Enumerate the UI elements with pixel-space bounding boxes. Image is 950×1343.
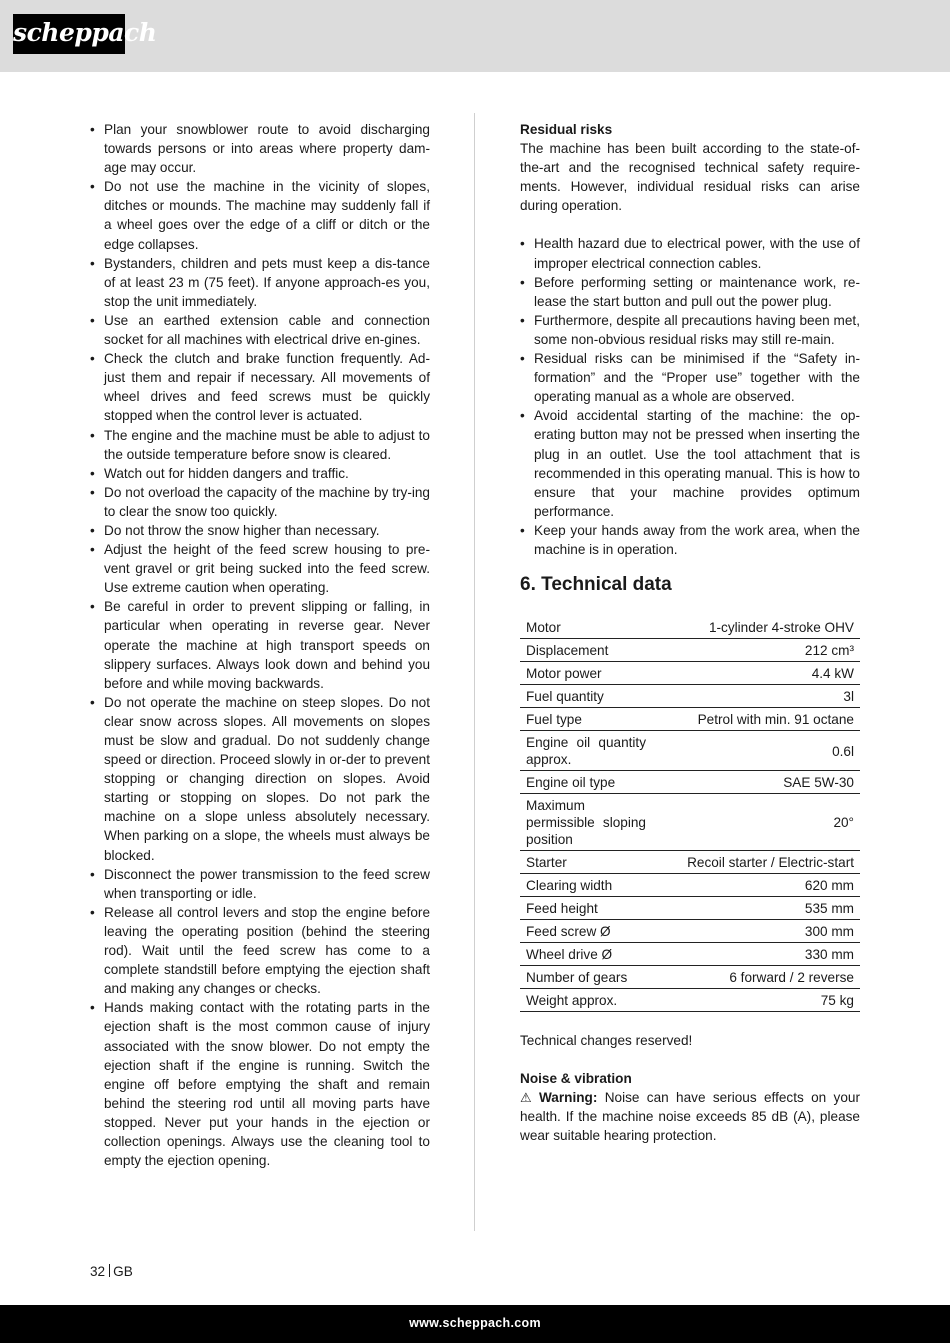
table-row	[520, 616, 860, 639]
residual-risk-item: • Residual risks can be minimised if the “Safety in-formation” and the “Proper use” together with the operating manual as a whole are observed.	[520, 349, 860, 406]
page-number	[90, 1264, 133, 1279]
table-row	[520, 851, 860, 874]
spec-value: 300 mm	[652, 920, 860, 943]
page-number-value: 32	[90, 1264, 106, 1279]
residual-risks-intro: The machine has been built according to the state-of-the-art and the recognised technical safety require-ments. However, individual residual risks can arise during operation.	[520, 141, 860, 214]
table-row	[520, 708, 860, 731]
spec-label: Number of gears	[520, 966, 652, 989]
noise-warning-text: Noise can have serious effects on your health. If the machine noise exceeds 85 dB (A), please wear suitable hearing protection.	[520, 1090, 860, 1144]
spec-label: Weight approx.	[520, 989, 652, 1012]
residual-risk-item: • Avoid accidental starting of the machine: the op-erating button may not be pressed when inserting the plug in an outlet. Use the tool attachment that is recommended in this operating manual. This is how to ensure that your machine provides optimum performance.	[520, 406, 860, 521]
spec-value: 212 cm³	[652, 639, 860, 662]
safety-bullet-item: • Hands making contact with the rotating parts in the ejection shaft is the most common cause of injury associated with the snow blower. Do not empty the ejection shaft if the engine is running. Switch the engine off before emptying the shaft and remain behind the steering rod until all moving parts have stopped. Never put your hands in the ejection or collection openings. Always use the cleaning tool to empty the ejection opening.	[90, 998, 430, 1170]
safety-bullet-item: • The engine and the machine must be able to adjust to the outside temperature before snow is cleared.	[90, 426, 430, 464]
safety-bullet-item: • Bystanders, children and pets must keep a dis-tance of at least 23 m (75 feet). If anyone approach-es you, stop the unit immediately.	[90, 254, 430, 311]
residual-risk-item: • Health hazard due to electrical power, with the use of improper electrical connection cables.	[520, 234, 860, 272]
table-row	[520, 920, 860, 943]
safety-bullet-item: • Watch out for hidden dangers and traffic.	[90, 464, 430, 483]
technical-data-table	[520, 616, 860, 1012]
spec-value: 20°	[652, 794, 860, 851]
warning-label: Warning:	[538, 1090, 598, 1106]
website-link[interactable]: www.scheppach.com	[409, 1316, 541, 1330]
spec-label: Wheel drive Ø	[520, 943, 652, 966]
brand-logo: scheppach	[13, 14, 125, 54]
spec-label: Feed height	[520, 897, 652, 920]
spec-label: Fuel type	[520, 708, 652, 731]
spec-label: Fuel quantity	[520, 685, 652, 708]
left-column	[90, 120, 430, 1170]
residual-risks-list	[520, 234, 860, 559]
residual-risk-item: • Furthermore, despite all precautions having been met, some non-obvious residual risks may still re-main.	[520, 311, 860, 349]
spec-value: 535 mm	[652, 897, 860, 920]
spec-value: 1-cylinder 4-stroke OHV	[652, 616, 860, 639]
table-row	[520, 897, 860, 920]
spec-value: 4.4 kW	[652, 662, 860, 685]
table-row	[520, 966, 860, 989]
table-row	[520, 685, 860, 708]
residual-risk-item: • Before performing setting or maintenance work, re-lease the start button and pull out the power plug.	[520, 273, 860, 311]
table-row	[520, 639, 860, 662]
column-divider	[474, 113, 475, 1231]
safety-bullet-item: • Do not overload the capacity of the machine by try-ing to clear the snow too quickly.	[90, 483, 430, 521]
safety-bullet-item: • Do not operate the machine on steep slopes. Do not clear snow across slopes. All movements on slopes must be slow and gradual. Do not suddenly change speed or direction. Proceed slowly in or-der to prevent stopping or changing direction on slopes. Avoid starting or stopping on slopes. Do not park the machine on a slope unless absolutely necessary. When parking on a slope, the wheels must always be blocked.	[90, 693, 430, 865]
safety-bullet-list	[90, 120, 430, 1170]
table-row	[520, 794, 860, 851]
page-language: GB	[113, 1264, 133, 1279]
technical-changes-note: Technical changes reserved!	[520, 1033, 693, 1049]
spec-label: Engine oil quantity approx.	[520, 731, 652, 771]
table-row	[520, 662, 860, 685]
table-row	[520, 989, 860, 1012]
spec-label: Motor	[520, 616, 652, 639]
spec-value: 3l	[652, 685, 860, 708]
spec-label: Motor power	[520, 662, 652, 685]
safety-bullet-item: • Release all control levers and stop the engine before leaving the operating position (behind the steering rod). Wait until the feed screw has come to a complete standstill before emptying the ejection shaft and making any changes or checks.	[90, 903, 430, 998]
table-row	[520, 731, 860, 771]
noise-vibration-heading: Noise & vibration	[520, 1071, 632, 1087]
spec-label: Starter	[520, 851, 652, 874]
spec-value: Recoil starter / Electric-start	[652, 851, 860, 874]
safety-bullet-item: • Do not throw the snow higher than necessary.	[90, 521, 430, 540]
table-row	[520, 943, 860, 966]
safety-bullet-item: • Be careful in order to prevent slipping or falling, in particular when operating in reverse gear. Never operate the machine at high transport speeds on slippery surfaces. Always look down and behind you before and while moving backwards.	[90, 597, 430, 692]
warning-triangle-icon: ⚠	[520, 1090, 532, 1106]
spec-value: 75 kg	[652, 989, 860, 1012]
technical-data-heading: 6. Technical data	[520, 574, 672, 596]
spec-value: SAE 5W-30	[652, 771, 860, 794]
safety-bullet-item: • Adjust the height of the feed screw housing to pre-vent gravel or grit being sucked into the feed screw. Use extreme caution when operating.	[90, 540, 430, 597]
spec-value: 6 forward / 2 reverse	[652, 966, 860, 989]
safety-bullet-item: • Disconnect the power transmission to the feed screw when transporting or idle.	[90, 865, 430, 903]
spec-value: 0.6l	[652, 731, 860, 771]
spec-label: Maximum permissible sloping position	[520, 794, 652, 851]
spec-label: Clearing width	[520, 874, 652, 897]
spec-value: 620 mm	[652, 874, 860, 897]
residual-risk-item: • Keep your hands away from the work area, when the machine is in operation.	[520, 521, 860, 559]
safety-bullet-item: • Plan your snowblower route to avoid discharging towards persons or into areas where property dam-age may occur.	[90, 120, 430, 177]
residual-risks-heading: Residual risks	[520, 122, 613, 137]
spec-value: Petrol with min. 91 octane	[652, 708, 860, 731]
spec-label: Displacement	[520, 639, 652, 662]
safety-bullet-item: • Do not use the machine in the vicinity of slopes, ditches or mounds. The machine may suddenly fall if a wheel goes over the edge of a cliff or ditch or the edge collapses.	[90, 177, 430, 253]
safety-bullet-item: • Check the clutch and brake function frequently. Ad-just them and repair if necessary. All movements of wheel drives and feed screws must be quickly stopped when the control lever is actuated.	[90, 349, 430, 425]
spec-label: Feed screw Ø	[520, 920, 652, 943]
page-header	[0, 0, 950, 72]
right-column	[520, 120, 860, 1146]
table-row	[520, 874, 860, 897]
spec-label: Engine oil type	[520, 771, 652, 794]
safety-bullet-item: • Use an earthed extension cable and connection socket for all machines with electrical drive en-gines.	[90, 311, 430, 349]
noise-warning-paragraph	[520, 1088, 860, 1145]
page-footer	[0, 1305, 950, 1343]
table-row	[520, 771, 860, 794]
spec-value: 330 mm	[652, 943, 860, 966]
